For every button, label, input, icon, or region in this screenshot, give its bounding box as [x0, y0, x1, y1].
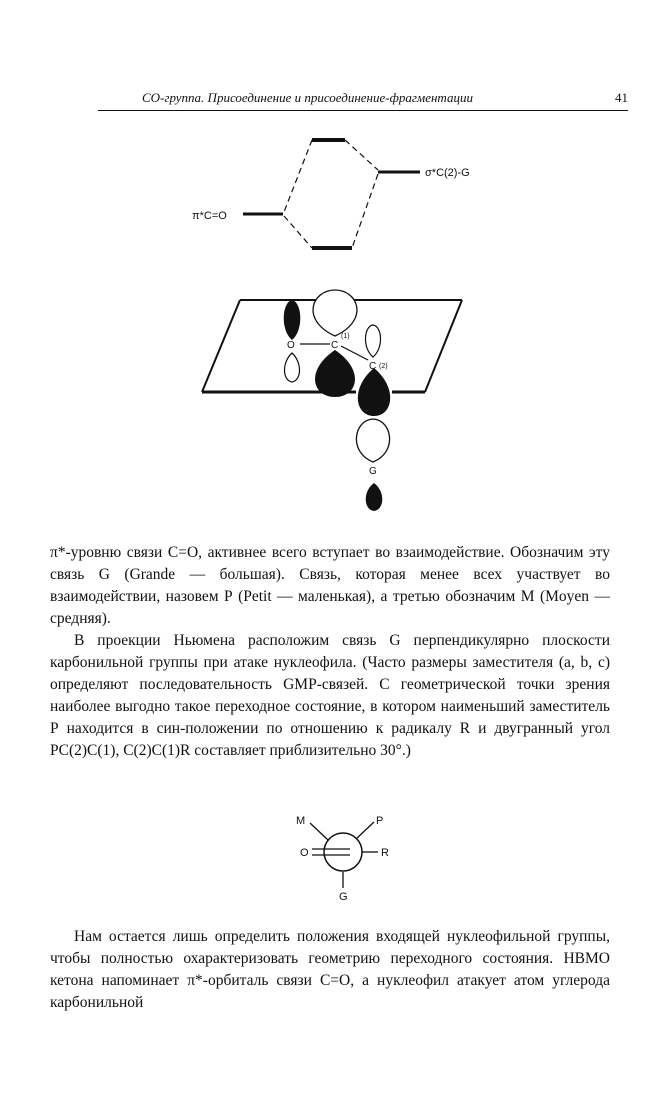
atom-g-label: G: [369, 466, 377, 477]
newman-r-label: R: [381, 847, 389, 859]
pi-star-co-label: π*C=O: [192, 210, 227, 222]
carbon2-large-lobe: [358, 368, 390, 416]
sigma-star-cg-label: σ*C(2)-G: [425, 167, 470, 179]
bond-p: [356, 822, 374, 839]
mo-interaction-diagram: [0, 0, 663, 280]
carbon1-lower-lobe: [315, 350, 355, 397]
newman-p-label: P: [376, 815, 384, 827]
orbital-diagram: [0, 280, 663, 520]
paragraph: π*-уровню связи С=О, активнее всего вступает во взаимодействие. Обозначим эту связь G (Grande — большая). Связь, которая менее всех участвует во взаимодействии, назовем Р (Petit — маленькая), а третью обозначим М (Moyen — средняя).: [50, 544, 610, 627]
g-lower-lobe: [366, 483, 383, 511]
bond-m: [310, 823, 328, 840]
body-text-lower: [50, 926, 610, 1014]
g-upper-lobe: [356, 419, 389, 462]
atom-c2-label: C: [369, 361, 377, 372]
header-title: СО-группа. Присоединение и присоединение-фрагментации: [142, 90, 473, 105]
atom-c1-label: C: [331, 340, 339, 351]
newman-g-label: G: [339, 891, 348, 900]
atom-c2-index: (2): [379, 363, 388, 370]
atom-o-label: O: [287, 340, 295, 351]
newman-m-label: M: [296, 815, 306, 827]
carbon2-small-lobe: [365, 325, 380, 357]
body-text-upper: [50, 542, 610, 762]
carbon1-upper-lobe: [313, 290, 357, 336]
newman-projection: [0, 800, 663, 900]
correlation-lines: [284, 140, 378, 248]
oxygen-upper-lobe: [284, 300, 301, 340]
paragraph: Нам остается лишь определить положения входящей нуклеофильной группы, чтобы полностью охарактеризовать геометрию переходного состояния. НВМО кетона напоминает π*-орбиталь связи С=О, а нуклеофил атакует атом углерода карбонильной: [50, 928, 610, 1011]
paragraph: В проекции Ньюмена расположим связь G перпендикулярно плоскости карбонильной группы при атаке нуклеофила. (Часто размеры заместителя (a, b, с) определяют последовательность GMP-связей. С геометрической точки зрения наиболее выгодно такое переходное состояние, в котором наименьший заместитель Р находится в син-положении по отношению к радикалу R и двугранный угол PC(2)C(1), C(2)C(1)R составляет приблизительно 30°.): [50, 632, 610, 759]
c1-c2-bond: [341, 346, 368, 360]
atom-c1-index: (1): [341, 333, 350, 340]
oxygen-lower-lobe: [285, 353, 300, 382]
newman-o-label: O: [300, 847, 309, 859]
page-number: 41: [615, 90, 628, 105]
